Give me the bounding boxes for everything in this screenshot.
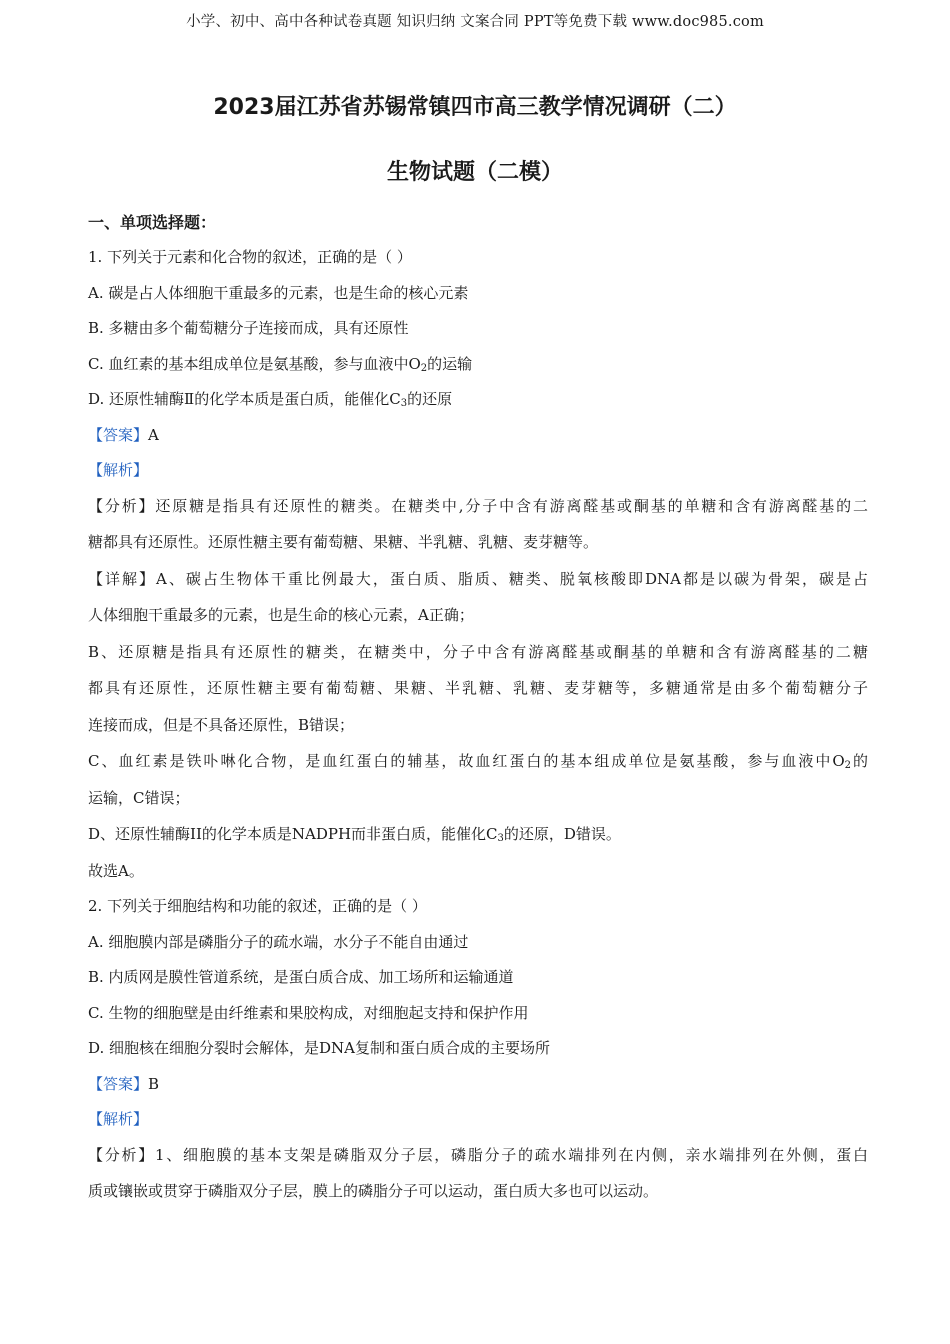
q1-detail-c2: 运输，C错误；	[88, 788, 190, 807]
q2-fenxi-1: 【分析】1、细胞膜的基本支架是磷脂双分子层，磷脂分子的疏水端排列在内侧，亲水端排列在外侧，蛋白	[88, 1145, 868, 1164]
document-body	[88, 246, 868, 1216]
q2-fenxi-2: 质或镶嵌或贯穿于磷脂双分子层，膜上的磷脂分子可以运动，蛋白质大多也可以运动。	[88, 1182, 659, 1200]
q1-fenxi-2: 糖都具有还原性。还原性糖主要有葡萄糖、果糖、半乳糖、乳糖、麦芽糖等。	[88, 533, 599, 551]
q2-option-b: B. 内质网是膜性管道系统，是蛋白质合成、加工场所和运输通道	[88, 968, 514, 986]
q1-option-d: D. 还原性辅酶Ⅱ的化学本质是蛋白质，能催化$C_3$的还原	[88, 390, 453, 409]
q1-detail-d: D、还原性辅酶II的化学本质是NADPH而非蛋白质，能催化$C_3$的还原，D错误。	[88, 825, 621, 844]
q1-detail-c1: C、血红素是铁卟啉化合物，是血红蛋白的辅基，故血红蛋白的基本组成单位是氨基酸，参与血液中$O_2$的	[88, 752, 868, 771]
q1-conclusion: 故选A。	[88, 861, 144, 880]
q2-answer: 【答案】B	[88, 1074, 160, 1093]
q2-stem: 2. 下列关于细胞结构和功能的叙述，正确的是（ ）	[88, 897, 427, 915]
answer-tag: 【答案】	[88, 1074, 149, 1093]
document-title: 2023届江苏省苏锡常镇四市高三教学情况调研（二）	[213, 95, 737, 120]
q1-fenxi-1: 【分析】还原糖是指具有还原性的糖类。在糖类中,分子中含有游离醛基或酮基的单糖和含有游离醛基的二	[88, 496, 868, 515]
q2-analysis-tag: 【解析】	[88, 1110, 149, 1128]
document-subtitle: 生物试题（二模）	[386, 160, 563, 185]
q1-option-b: B. 多糖由多个葡萄糖分子连接而成，具有还原性	[88, 319, 409, 337]
q1-stem: 1. 下列关于元素和化合物的叙述，正确的是（ ）	[88, 248, 412, 266]
q2-option-c: C. 生物的细胞壁是由纤维素和果胶构成，对细胞起支持和保护作用	[88, 1003, 529, 1022]
answer-tag: 【答案】	[88, 425, 149, 444]
q2-option-d: D. 细胞核在细胞分裂时会解体，是DNA复制和蛋白质合成的主要场所	[88, 1039, 551, 1057]
q1-detail-2: 人体细胞干重最多的元素，也是生命的核心元素，A正确；	[88, 606, 474, 624]
q1-detail-b1: B、还原糖是指具有还原性的糖类，在糖类中，分子中含有游离醛基或酮基的单糖和含有游离醛基的二糖	[88, 642, 868, 661]
q1-detail-1: 【详解】A、碳占生物体干重比例最大，蛋白质、脂质、糖类、脱氧核酸即DNA都是以碳为骨架，碳是占	[88, 569, 868, 588]
section-heading: 一、单项选择题：	[88, 213, 217, 232]
q1-analysis-tag: 【解析】	[88, 461, 149, 479]
page-header: 小学、初中、高中各种试卷真题 知识归纳 文案合同 PPT等免费下载 www.doc985.com	[186, 14, 764, 30]
q1-option-a: A. 碳是占人体细胞干重最多的元素，也是生命的核心元素	[88, 283, 469, 302]
q1-answer: 【答案】A	[88, 425, 159, 444]
q2-option-a: A. 细胞膜内部是磷脂分子的疏水端，水分子不能自由通过	[88, 932, 469, 951]
q1-detail-b3: 连接而成，但是不具备还原性，B错误；	[88, 715, 355, 734]
q1-detail-b2: 都具有还原性，还原性糖主要有葡萄糖、果糖、半乳糖、乳糖、麦芽糖等，多糖通常是由多个葡萄糖分子	[88, 679, 868, 697]
q1-option-c: C. 血红素的基本组成单位是氨基酸，参与血液中$O_2$的运输	[88, 354, 473, 374]
